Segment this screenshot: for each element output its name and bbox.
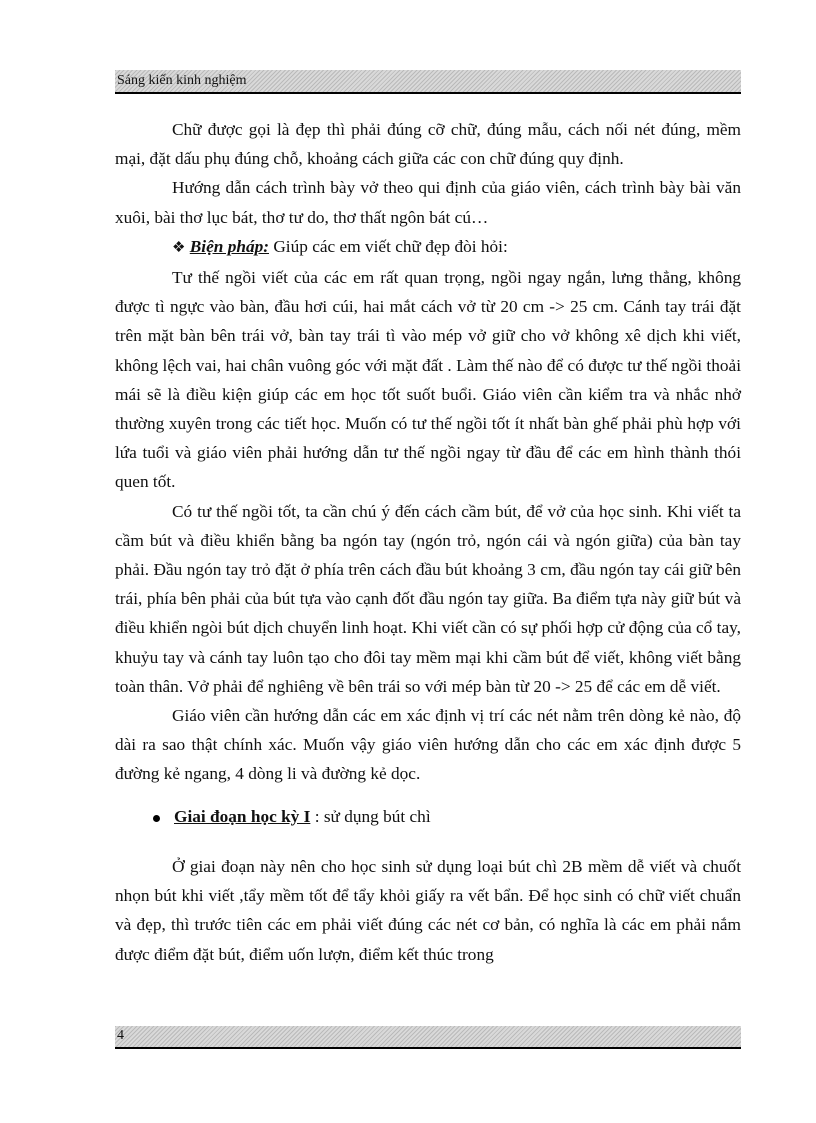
bullet-text: : sử dụng bút chì <box>310 807 431 826</box>
measure-heading <box>115 232 741 263</box>
bullet-heading <box>153 807 741 827</box>
page-number: 4 <box>117 1028 124 1043</box>
measure-text: Giúp các em viết chữ đẹp đòi hỏi: <box>269 236 508 256</box>
measure-label: Biện pháp: <box>189 236 269 256</box>
bullet-label: Giai đoạn học kỳ I <box>174 807 311 826</box>
page-header <box>115 70 741 94</box>
paragraph: Hướng dẫn cách trình bày vở theo qui định của giáo viên, cách trình bày bài văn xuôi, bài thơ lục bát, thơ tư do, thơ thất ngôn bát cú… <box>115 178 741 227</box>
bullet-dot-icon <box>153 815 160 822</box>
paragraph: Tư thế ngồi viết của các em rất quan trọng, ngồi ngay ngắn, lưng thẳng, không được tì ngực vào bàn, đầu hơi cúi, hai mắt cách vở từ 20 cm -> 25 cm. Cánh tay trái đặt trên mặt bàn bên trái vở, bàn tay trái tì vào mép vở giữ cho vở không xê dịch khi viết, không lệch vai, hai chân vuông góc với mặt đất . Làm thế nào để có được tư thế ngồi thoải mái sẽ là điều kiện giúp các em học tốt suốt buổi. Giáo viên cần kiểm tra và nhắc nhở thường xuyên trong các tiết học. Muốn có tư thế ngồi tốt ít nhất bàn ghế phải phù hợp với lứa tuổi và giáo viên phải hướng dẫn tư thế ngồi ngay từ đầu để các em hình thành thói quen tốt. <box>115 268 741 492</box>
paragraph: Giáo viên cần hướng dẫn các em xác định vị trí các nét nằm trên dòng kẻ nào, độ dài ra sao thật chính xác. Muốn vậy giáo viên hướng dẫn cho các em xác định được 5 đường kẻ ngang, 4 dòng li và đường kẻ dọc. <box>115 706 741 784</box>
diamond-bullet-icon: ❖ <box>172 239 186 256</box>
paragraph: Ở giai đoạn này nên cho học sinh sử dụng loại bút chì 2B mềm dễ viết và chuốt nhọn bút khi viết ,tẩy mềm tốt để tẩy khỏi giấy ra vết bẩn. Để học sinh có chữ viết chuẩn và đẹp, thì trước tiên các em phải viết đúng các nét cơ bản, có nghĩa là các em phải nắm được điểm đặt bút, điểm uốn lượn, điểm kết thúc trong <box>115 857 741 964</box>
page-footer <box>115 1026 741 1049</box>
paragraph: Chữ được gọi là đẹp thì phải đúng cỡ chữ, đúng mẫu, cách nối nét đúng, mềm mại, đặt dấu phụ đúng chỗ, khoảng cách giữa các con chữ đúng quy định. <box>115 120 741 169</box>
paragraph: Có tư thế ngồi tốt, ta cần chú ý đến cách cầm bút, để vở của học sinh. Khi viết ta cầm bút và điều khiển bằng ba ngón tay (ngón trỏ, ngón cái và ngón giữa) của bàn tay phải. Đầu ngón tay trỏ đặt ở phía trên cách đầu bút khoảng 3 cm, đầu ngón tay cái giữ bên trái, phía bên phải của bút tựa vào cạnh đốt đầu ngón tay giữa. Ba điểm tựa này giữ bút và điều khiển ngòi bút dịch chuyển linh hoạt. Khi viết cần có sự phối hợp cử động của cổ tay, khuỷu tay và cánh tay luôn tạo cho đôi tay mềm mại khi cầm bút để viết, không viết bằng toàn thân. Vở phải để nghiêng về bên trái so với mép bàn từ 20 -> 25 để các em dễ viết. <box>115 501 741 696</box>
body-section-2 <box>115 852 741 969</box>
header-title: Sáng kiến kinh nghiệm <box>117 73 247 88</box>
body-section-1 <box>115 115 741 789</box>
